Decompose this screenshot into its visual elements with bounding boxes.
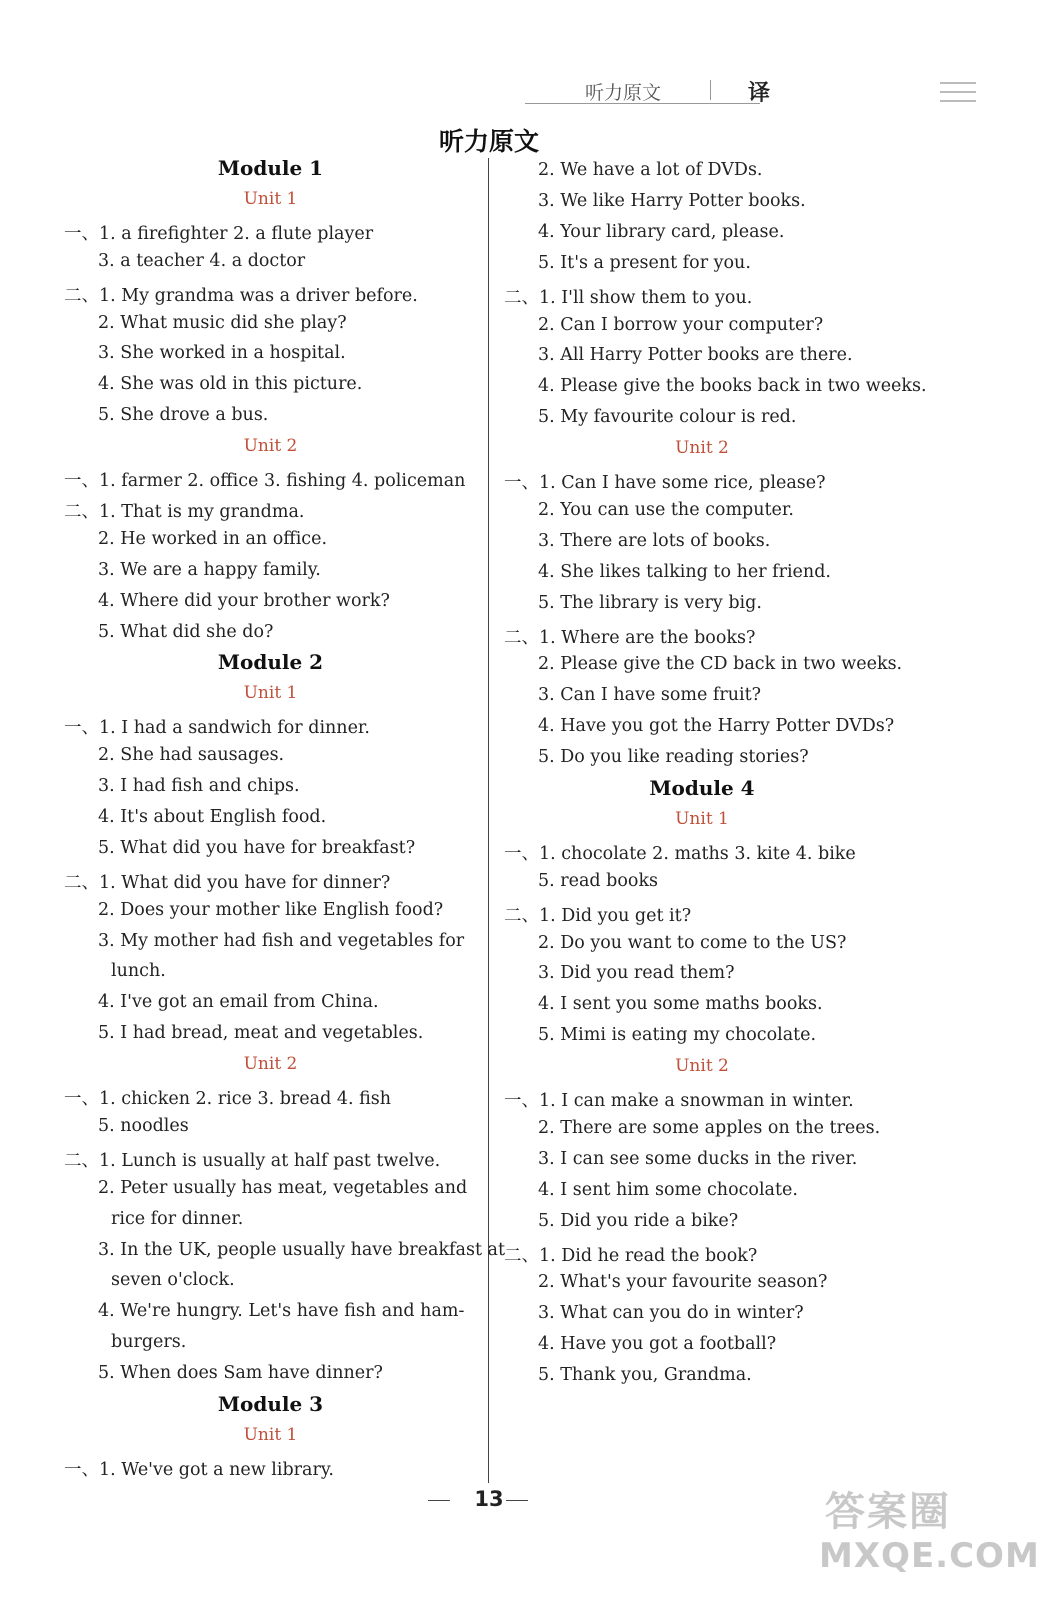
transcript-line: 3. In the UK, people usually have breakfast at [98,1239,506,1260]
transcript-line: 3. There are lots of books. [538,530,771,551]
transcript-line: 3. We like Harry Potter books. [538,190,806,211]
transcript-line: 3. My mother had fish and vegetables for [98,930,465,951]
transcript-line: 2. Please give the CD back in two weeks. [538,654,903,675]
transcript-line: seven o'clock. [111,1270,235,1291]
transcript-line: 4. Have you got a football? [538,1334,777,1355]
transcript-line: 5. I had bread, meat and vegetables. [98,1023,424,1044]
transcript-line: 2. There are some apples on the trees. [538,1117,881,1138]
transcript-line: 2. Can I borrow your computer? [538,314,824,335]
transcript-line: 二、1. My grandma was a driver before. [64,285,418,306]
unit-heading: Unit 1 [243,188,298,209]
transcript-line: 一、1. chicken 2. rice 3. bread 4. fish [64,1089,392,1109]
transcript-line: 4. She likes talking to her friend. [538,561,831,582]
transcript-line: 5. My favourite colour is red. [538,407,797,428]
unit-heading: Unit 2 [243,436,298,457]
module-heading: Module 4 [649,776,755,800]
transcript-line: 4. Where did your brother work? [98,590,390,611]
transcript-line: 一、1. I had a sandwich for dinner. [64,718,370,739]
unit-heading: Unit 1 [675,808,729,829]
transcript-line: 3. All Harry Potter books are there. [538,345,853,366]
transcript-line: 二、1. That is my grandma. [64,501,305,522]
transcript-line: 3. We are a happy family. [98,559,321,580]
module-heading: Module 3 [217,1392,324,1416]
transcript-line: 4. We're hungry. Let's have fish and ham- [98,1301,465,1322]
transcript-line: 二、1. Lunch is usually at half past twelve. [64,1150,441,1171]
transcript-line: 4. It's about English food. [98,806,327,827]
transcript-line: 3. I had fish and chips. [98,776,300,796]
transcript-line: 5. Do you like reading stories? [538,747,809,768]
transcript-line: 4. She was old in this picture. [98,374,363,395]
transcript-line: 2. What music did she play? [98,312,347,333]
transcript-line: 二、1. What did you have for dinner? [64,872,391,893]
transcript-line: 2. What's your favourite season? [538,1272,828,1293]
watermark-url: MXQE.COM [819,1536,1040,1576]
transcript-line: 一、1. chocolate 2. maths 3. kite 4. bike [504,843,856,864]
header-section-label: 听力原文 [585,82,662,104]
transcript-line: 2. He worked in an office. [98,528,328,549]
transcript-line: 5. Thank you, Grandma. [538,1365,752,1386]
transcript-line: 4. I sent him some chocolate. [538,1179,798,1200]
transcript-line: 5. What did you have for breakfast? [98,837,416,858]
transcript-line: 4. Your library card, please. [538,221,785,242]
transcript-line: 3. Can I have some fruit? [538,685,762,706]
transcript-line: 3. What can you do in winter? [538,1303,804,1324]
transcript-line: 5. The library is very big. [538,592,762,613]
unit-heading: Unit 1 [243,1424,298,1445]
transcript-line: lunch. [111,961,166,982]
transcript-line: 3. I can see some ducks in the river. [538,1148,858,1169]
transcript-line: 一、1. a firefighter 2. a flute player [64,223,374,244]
page-number-dash-right [506,1500,528,1501]
transcript-line: 5. It's a present for you. [538,252,751,273]
transcript-line: 5. She drove a bus. [98,405,269,426]
unit-heading: Unit 2 [675,438,729,459]
unit-heading: Unit 2 [243,1054,298,1075]
header-chapter-label: 译 [748,81,771,106]
transcript-line: burgers. [111,1332,187,1353]
transcript-line: 3. She worked in a hospital. [98,343,346,364]
transcript-line: 5. When does Sam have dinner? [98,1363,383,1384]
module-heading: Module 2 [217,650,324,675]
transcript-line: 4. Have you got the Harry Potter DVDs? [538,716,895,737]
unit-heading: Unit 1 [243,683,298,704]
transcript-line: 4. Please give the books back in two weeks. [538,376,927,397]
unit-heading: Unit 2 [675,1056,729,1077]
transcript-line: 2. Do you want to come to the US? [538,932,847,953]
transcript-line: 二、1. I'll show them to you. [504,287,753,308]
transcript-line: 5. noodles [98,1115,189,1136]
transcript-line: rice for dinner. [111,1208,244,1229]
transcript-line: 二、1. Did he read the book? [504,1245,758,1266]
transcript-line: 4. I've got an email from China. [98,992,379,1013]
column-divider [488,158,489,1483]
watermark-logo-text: 答案圈 [825,1489,951,1535]
transcript-line: 2. Peter usually has meat, vegetables and [98,1177,468,1198]
watermark [815,1478,1040,1596]
module-heading: Module 1 [217,156,324,180]
transcript-line: 5. read books [538,870,659,891]
transcript-line: 5. What did she do? [98,621,274,642]
header-decoration-icon [940,82,976,106]
transcript-line: 一、1. I can make a snowman in winter. [504,1091,854,1111]
transcript-line: 5. Mimi is eating my chocolate. [538,1025,817,1046]
transcript-line: 5. Did you ride a bike? [538,1210,739,1231]
transcript-line: 2. She had sausages. [98,745,285,766]
transcript-line: 2. Does your mother like English food? [98,899,444,920]
transcript-line: 2. We have a lot of DVDs. [538,160,763,180]
transcript-line: 3. Did you read them? [538,963,735,984]
transcript-line: 4. I sent you some maths books. [538,994,823,1015]
transcript-line: 一、1. farmer 2. office 3. fishing 4. policeman [64,471,466,491]
transcript-line: 一、1. Can I have some rice, please? [504,473,826,493]
page-title: 听力原文 [438,127,539,156]
header-separator [710,80,711,100]
transcript-line: 一、1. We've got a new library. [64,1459,334,1480]
transcript-line: 二、1. Did you get it? [504,905,692,926]
transcript-line: 3. a teacher 4. a doctor [98,250,306,271]
transcript-line: 2. You can use the computer. [538,499,794,520]
page-number: 13 [474,1487,504,1511]
transcript-line: 二、1. Where are the books? [504,627,756,648]
